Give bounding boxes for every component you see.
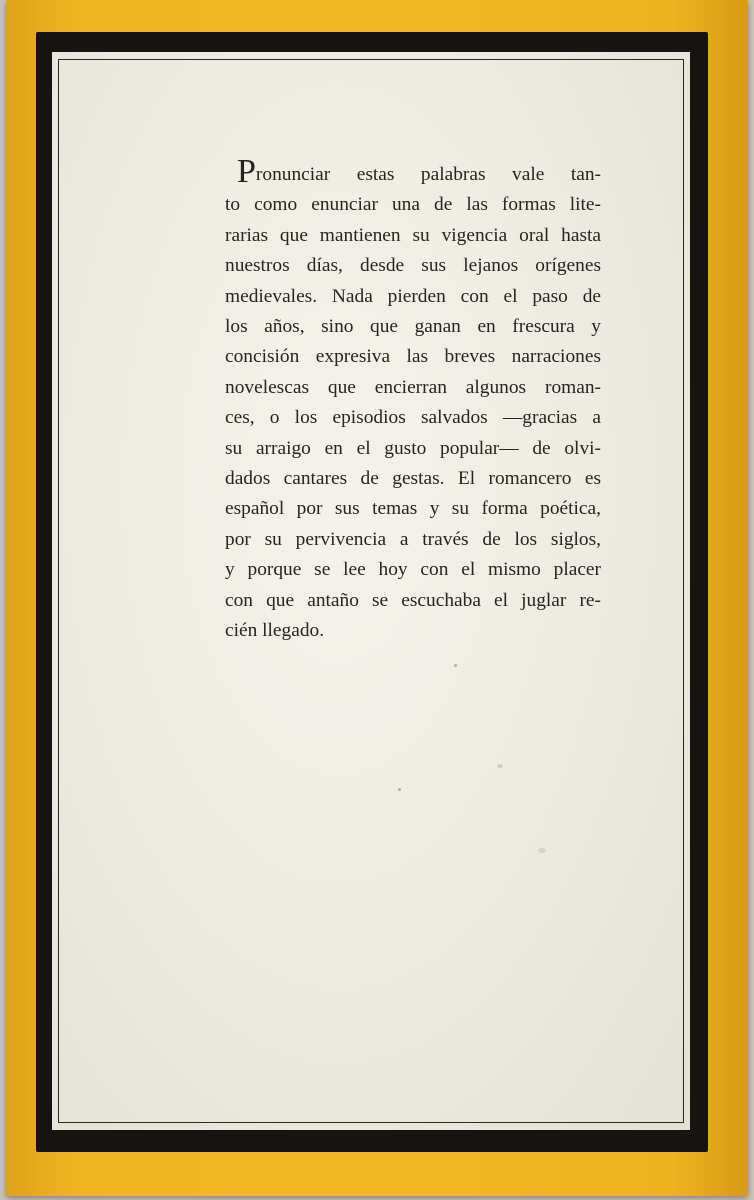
paper-speck — [398, 788, 401, 791]
blurb-line-8: novelescas que encierran algunos roman- — [225, 376, 601, 398]
blurb-line-13: por su pervivencia a través de los siglos, — [225, 528, 601, 550]
blurb-line-15: con que antaño se escuchaba el juglar re- — [225, 589, 601, 611]
cream-text-panel — [52, 52, 690, 1130]
blurb-line-9: ces, o los episodios salvados —gracias a — [225, 407, 601, 429]
blurb-line-10: su arraigo en el gusto popular— de olvi- — [225, 437, 601, 459]
paper-speck — [538, 848, 546, 853]
blurb-line-text: ronunciar estas palabras vale tan- — [255, 164, 601, 185]
blurb-line-14: y porque se lee hoy con el mismo placer — [225, 559, 601, 581]
black-border-frame — [36, 32, 708, 1152]
paper-speck — [454, 664, 457, 667]
blurb-line-1 — [225, 153, 601, 190]
blurb-line-7: concisión expresiva las breves narraciones — [225, 346, 601, 368]
blurb-line-5: medievales. Nada pierden con el paso de — [225, 285, 601, 307]
drop-cap: P — [237, 153, 256, 190]
blurb-line-4: nuestros días, desde sus lejanos orígenes — [225, 255, 601, 277]
paper-speck — [497, 764, 503, 768]
blurb-line-6: los años, sino que ganan en frescura y — [225, 316, 601, 338]
blurb-line-2: to como enunciar una de las formas lite- — [225, 194, 601, 216]
blurb-line-3: rarias que mantienen su vigencia oral hasta — [225, 224, 601, 246]
blurb-line-11: dados cantares de gestas. El romancero es — [225, 468, 601, 490]
blurb-paragraph — [225, 153, 601, 647]
blurb-line-16: cién llegado. — [225, 620, 325, 642]
blurb-line-12: español por sus temas y su forma poética, — [225, 498, 601, 520]
book-back-cover — [6, 0, 748, 1196]
